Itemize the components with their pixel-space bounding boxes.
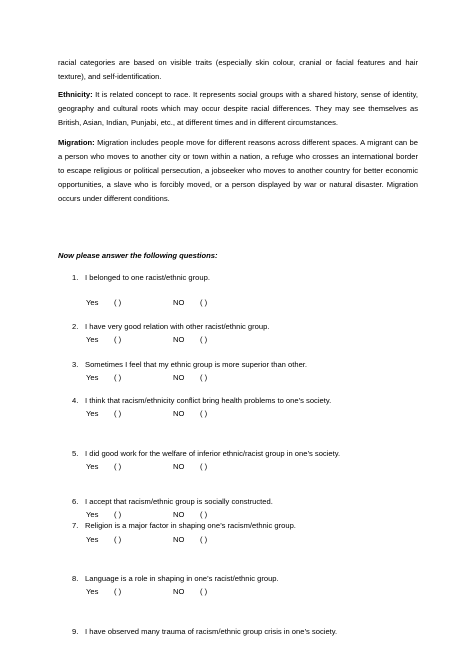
question-number: 3. (72, 360, 79, 369)
no-checkbox[interactable]: ( ) (200, 535, 208, 544)
question-text: I think that racism/ethnicity conflict bring health problems to one’s society. (85, 396, 332, 405)
question-number: 4. (72, 396, 79, 405)
question-number: 7. (72, 521, 79, 530)
intro-text: racial categories are based on visible traits (especially skin colour, cranial or facial features and hair texture), and self-identification. (58, 58, 418, 81)
migration-term: Migration: (58, 138, 95, 147)
question-text: I did good work for the welfare of inferior ethnic/racist group in one’s society. (85, 449, 341, 458)
yes-label: Yes (86, 535, 99, 544)
no-label: NO (173, 298, 185, 307)
yes-label: Yes (86, 587, 99, 596)
yes-checkbox[interactable]: ( ) (114, 373, 122, 382)
question-number: 2. (72, 322, 79, 331)
question-text: I accept that racism/ethnic group is socially constructed. (85, 497, 273, 506)
yes-label: Yes (86, 373, 99, 382)
yes-checkbox[interactable]: ( ) (114, 409, 122, 418)
no-label: NO (173, 510, 185, 519)
yes-checkbox[interactable]: ( ) (114, 510, 122, 519)
no-label: NO (173, 535, 185, 544)
no-checkbox[interactable]: ( ) (200, 510, 208, 519)
question-text: Sometimes I feel that my ethnic group is more superior than other. (85, 360, 308, 369)
no-label: NO (173, 409, 185, 418)
yes-label: Yes (86, 462, 99, 471)
question-number: 8. (72, 574, 79, 583)
question-text: I have very good relation with other racist/ethnic group. (85, 322, 270, 331)
no-checkbox[interactable]: ( ) (200, 587, 208, 596)
yes-checkbox[interactable]: ( ) (114, 535, 122, 544)
questions-heading: Now please answer the following questions: (58, 251, 218, 260)
migration-paragraph (58, 136, 418, 206)
yes-label: Yes (86, 510, 99, 519)
yes-label: Yes (86, 298, 99, 307)
no-label: NO (173, 587, 185, 596)
question-number: 6. (72, 497, 79, 506)
question-text: Language is a role in shaping in one’s racist/ethnic group. (85, 574, 279, 583)
no-checkbox[interactable]: ( ) (200, 373, 208, 382)
yes-label: Yes (86, 335, 99, 344)
question-number: 1. (72, 273, 79, 282)
yes-label: Yes (86, 409, 99, 418)
question-text: I have observed many trauma of racism/ethnic group crisis in one’s society. (85, 627, 338, 636)
ethnicity-definition: It is related concept to race. It represents social groups with a shared history, sense of identity, geography and cultural roots which may occur despite racial differences. They may see themselves as British, Asian, Indian, Punjabi, etc., at different times and in different circumstances. (58, 90, 418, 127)
no-label: NO (173, 373, 185, 382)
no-checkbox[interactable]: ( ) (200, 462, 208, 471)
yes-checkbox[interactable]: ( ) (114, 298, 122, 307)
no-checkbox[interactable]: ( ) (200, 298, 208, 307)
no-checkbox[interactable]: ( ) (200, 335, 208, 344)
no-label: NO (173, 335, 185, 344)
ethnicity-paragraph (58, 88, 418, 130)
yes-checkbox[interactable]: ( ) (114, 335, 122, 344)
question-text: I belonged to one racist/ethnic group. (85, 273, 210, 282)
intro-paragraph (58, 56, 418, 84)
question-text: Religion is a major factor in shaping one’s racism/ethnic group. (85, 521, 296, 530)
ethnicity-term: Ethnicity: (58, 90, 93, 99)
yes-checkbox[interactable]: ( ) (114, 462, 122, 471)
yes-checkbox[interactable]: ( ) (114, 587, 122, 596)
migration-definition: Migration includes people move for different reasons across different spaces. A migrant can be a person who moves to another city or town within a nation, a refuge who crosses an international border to escape religious or political persecution, a jobseeker who moves to another country for better economic opportunities, a slave who is forcibly moved, or a person displayed by war or natural disaster. Migration occurs under different conditions. (58, 138, 418, 203)
question-number: 5. (72, 449, 79, 458)
no-checkbox[interactable]: ( ) (200, 409, 208, 418)
no-label: NO (173, 462, 185, 471)
question-number: 9. (72, 627, 79, 636)
